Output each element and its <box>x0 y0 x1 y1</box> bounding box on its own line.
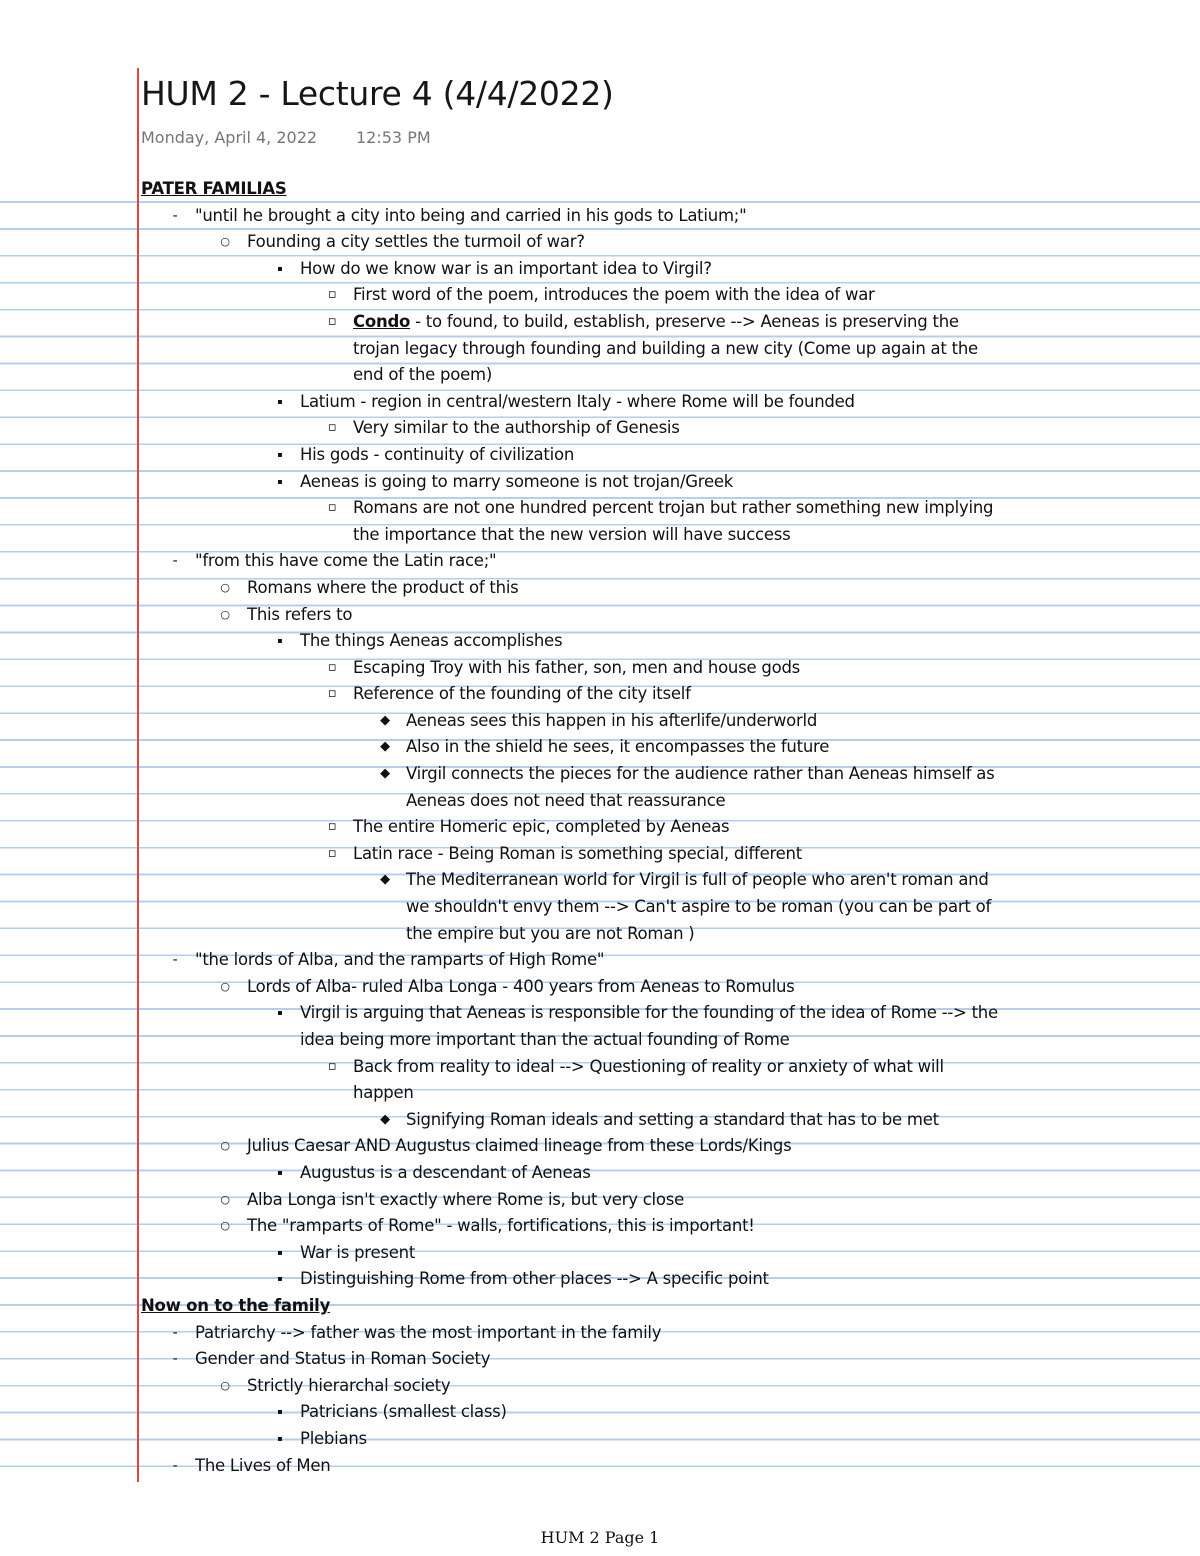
note-line[interactable] <box>0 415 1200 442</box>
note-line[interactable] <box>0 734 1200 761</box>
square-bullet-icon: ▪ <box>277 1008 283 1018</box>
note-line-text: Patriarchy --> father was the most important in the family <box>195 1322 662 1342</box>
note-line-text: Plebians <box>300 1428 367 1448</box>
note-line[interactable] <box>0 1187 1200 1214</box>
diamond-bullet-icon: ◆ <box>380 739 390 755</box>
note-line[interactable] <box>0 1107 1200 1134</box>
note-line[interactable] <box>0 814 1200 841</box>
note-line-text: Very similar to the authorship of Genesis <box>353 418 680 438</box>
note-line[interactable] <box>0 947 1200 974</box>
note-line[interactable] <box>0 282 1200 309</box>
square-bullet-icon: ▪ <box>277 1167 283 1177</box>
note-line[interactable] <box>0 708 1200 735</box>
note-line-text: Latium - region in central/western Italy - where Rome will be founded <box>300 391 855 411</box>
note-line-text: Alba Longa isn't exactly where Rome is, but very close <box>247 1189 684 1209</box>
circle-bullet-icon: ○ <box>220 580 230 594</box>
note-line[interactable] <box>0 1266 1200 1293</box>
square-bullet-icon: ▪ <box>277 636 283 646</box>
note-line-text: Signifying Roman ideals and setting a standard that has to be met <box>406 1109 939 1129</box>
note-line[interactable] <box>0 575 1200 602</box>
section-heading-text: PATER FAMILIAS <box>141 179 287 198</box>
dash-bullet-icon: - <box>172 553 178 570</box>
note-line-text: Strictly hierarchal society <box>247 1375 451 1395</box>
note-line[interactable] <box>0 974 1200 1001</box>
keyword: Condo <box>353 311 411 331</box>
diamond-bullet-icon: ◆ <box>380 766 390 782</box>
note-line[interactable] <box>0 1240 1200 1267</box>
note-line[interactable] <box>0 203 1200 230</box>
note-line-text: The Mediterranean world for Virgil is full of people who aren't roman and <box>406 870 989 890</box>
dash-bullet-icon: - <box>172 1324 178 1341</box>
hollow-square-bullet-icon: ▫ <box>327 686 337 702</box>
note-line-text: The Lives of Men <box>195 1455 331 1475</box>
note-line[interactable] <box>0 256 1200 283</box>
circle-bullet-icon: ○ <box>220 979 230 993</box>
section-heading[interactable] <box>0 176 1200 203</box>
square-bullet-icon: ▪ <box>277 396 283 406</box>
note-line-text: Virgil connects the pieces for the audience rather than Aeneas himself as <box>406 764 995 784</box>
square-bullet-icon: ▪ <box>277 1247 283 1257</box>
hollow-square-bullet-icon: ▫ <box>327 819 337 835</box>
note-line[interactable] <box>0 1373 1200 1400</box>
note-line-text <box>353 309 959 336</box>
note-line[interactable] <box>0 761 1200 788</box>
hollow-square-bullet-icon: ▫ <box>327 420 337 436</box>
note-line-text: Aeneas is going to marry someone is not trojan/Greek <box>300 471 734 491</box>
dash-bullet-icon: - <box>172 952 178 969</box>
square-bullet-icon: ▪ <box>277 476 283 486</box>
note-line-text: Romans where the product of this <box>247 577 519 597</box>
note-line-text: the empire but you are not Roman ) <box>406 923 695 943</box>
section-heading-text: Now on to the family <box>141 1295 331 1315</box>
hollow-square-bullet-icon: ▫ <box>327 287 337 303</box>
hollow-square-bullet-icon: ▫ <box>327 845 337 861</box>
square-bullet-icon: ▪ <box>277 1407 283 1417</box>
note-line-text: Founding a city settles the turmoil of war? <box>247 232 585 252</box>
note-line-text: Escaping Troy with his father, son, men and house gods <box>353 657 801 677</box>
note-line-text: Aeneas sees this happen in his afterlife/underworld <box>406 710 818 730</box>
note-line[interactable] <box>0 602 1200 629</box>
page-title[interactable]: HUM 2 - Lecture 4 (4/4/2022) <box>141 74 614 113</box>
hollow-square-bullet-icon: ▫ <box>327 500 337 516</box>
note-line-text: Julius Caesar AND Augustus claimed lineage from these Lords/Kings <box>247 1136 792 1156</box>
circle-bullet-icon: ○ <box>220 1219 230 1233</box>
note-line[interactable] <box>0 867 1200 894</box>
note-line[interactable] <box>0 1080 1200 1107</box>
note-line[interactable] <box>0 1453 1200 1480</box>
note-line-text: we shouldn't envy them --> Can't aspire to be roman (you can be part of <box>406 897 992 917</box>
hollow-square-bullet-icon: ▫ <box>327 313 337 329</box>
note-line[interactable] <box>0 229 1200 256</box>
note-line-text: Reference of the founding of the city itself <box>353 684 691 704</box>
note-line[interactable] <box>0 389 1200 416</box>
note-line[interactable] <box>0 1320 1200 1347</box>
note-line[interactable] <box>0 1399 1200 1426</box>
circle-bullet-icon: ○ <box>220 1378 230 1392</box>
note-line-text: Augustus is a descendant of Aeneas <box>300 1162 591 1182</box>
note-line[interactable] <box>0 788 1200 815</box>
dash-bullet-icon: - <box>172 207 178 224</box>
page-footer: HUM 2 Page 1 <box>540 1528 660 1547</box>
note-line-text: Latin race - Being Roman is something special, different <box>353 843 802 863</box>
note-line[interactable] <box>0 1000 1200 1027</box>
note-line-text: War is present <box>300 1242 416 1262</box>
note-line[interactable] <box>0 1054 1200 1081</box>
square-bullet-icon: ▪ <box>277 1274 283 1284</box>
note-line-text: Distinguishing Rome from other places --> A specific point <box>300 1269 769 1289</box>
note-line-text: The entire Homeric epic, completed by Aeneas <box>353 817 730 837</box>
note-line-text-rest: - to found, to build, establish, preserve --> Aeneas is preserving the <box>410 311 959 331</box>
diamond-bullet-icon: ◆ <box>380 712 390 728</box>
note-line[interactable] <box>0 495 1200 522</box>
note-line[interactable] <box>0 469 1200 496</box>
note-line[interactable] <box>0 681 1200 708</box>
note-line[interactable] <box>0 522 1200 549</box>
note-line[interactable] <box>0 548 1200 575</box>
note-line-text: "the lords of Alba, and the ramparts of High Rome" <box>195 950 605 970</box>
note-line[interactable] <box>0 1426 1200 1453</box>
note-line-text: His gods - continuity of civilization <box>300 444 575 464</box>
circle-bullet-icon: ○ <box>220 235 230 249</box>
note-body[interactable] <box>0 176 1200 1479</box>
note-line[interactable] <box>0 1213 1200 1240</box>
note-line[interactable] <box>0 1160 1200 1187</box>
note-line[interactable] <box>0 628 1200 655</box>
note-line-text: First word of the poem, introduces the poem with the idea of war <box>353 285 875 305</box>
diamond-bullet-icon: ◆ <box>380 1111 390 1127</box>
note-line[interactable] <box>0 1346 1200 1373</box>
note-line-text: How do we know war is an important idea to Virgil? <box>300 258 712 278</box>
note-line[interactable] <box>0 841 1200 868</box>
note-line-text: Also in the shield he sees, it encompasses the future <box>406 737 830 757</box>
section-heading[interactable] <box>0 1293 1200 1320</box>
note-line-text: trojan legacy through founding and building a new city (Come up again at the <box>353 338 978 358</box>
note-line-text: happen <box>353 1083 414 1103</box>
diamond-bullet-icon: ◆ <box>380 872 390 888</box>
dash-bullet-icon: - <box>172 1351 178 1368</box>
page-date: Monday, April 4, 2022 <box>141 128 318 147</box>
circle-bullet-icon: ○ <box>220 1139 230 1153</box>
note-line-text: the importance that the new version will have success <box>353 524 791 544</box>
note-line[interactable] <box>0 1133 1200 1160</box>
note-line-text: This refers to <box>247 604 353 624</box>
note-line-text: Lords of Alba- ruled Alba Longa - 400 years from Aeneas to Romulus <box>247 976 795 996</box>
note-line[interactable] <box>0 655 1200 682</box>
circle-bullet-icon: ○ <box>220 607 230 621</box>
note-line-text: Back from reality to ideal --> Questioning of reality or anxiety of what will <box>353 1056 944 1076</box>
square-bullet-icon: ▪ <box>277 263 283 273</box>
note-line-text: Patricians (smallest class) <box>300 1402 507 1422</box>
circle-bullet-icon: ○ <box>220 1192 230 1206</box>
note-line-text: The "ramparts of Rome" - walls, fortifications, this is important! <box>247 1216 755 1236</box>
note-line-text: Gender and Status in Roman Society <box>195 1349 491 1369</box>
square-bullet-icon: ▪ <box>277 1433 283 1443</box>
note-line-text: "from this have come the Latin race;" <box>195 551 497 571</box>
note-line-text: "until he brought a city into being and carried in his gods to Latium;" <box>195 205 747 225</box>
hollow-square-bullet-icon: ▫ <box>327 659 337 675</box>
note-line[interactable] <box>0 1027 1200 1054</box>
note-line-text: idea being more important than the actual founding of Rome <box>300 1030 790 1049</box>
note-line-text: The things Aeneas accomplishes <box>300 631 563 651</box>
dash-bullet-icon: - <box>172 1457 178 1474</box>
note-line-text: Virgil is arguing that Aeneas is responsible for the founding of the idea of Rome --> the <box>300 1003 998 1023</box>
page-time: 12:53 PM <box>356 128 431 147</box>
note-line-text: Aeneas does not need that reassurance <box>406 790 726 810</box>
note-line[interactable] <box>0 894 1200 921</box>
note-line[interactable] <box>0 362 1200 389</box>
note-line-text: Romans are not one hundred percent trojan but rather something new implying <box>353 498 994 518</box>
note-line[interactable] <box>0 309 1200 336</box>
hollow-square-bullet-icon: ▫ <box>327 1058 337 1074</box>
note-line[interactable] <box>0 442 1200 469</box>
note-line-text: end of the poem) <box>353 365 493 385</box>
square-bullet-icon: ▪ <box>277 449 283 459</box>
note-line[interactable] <box>0 336 1200 363</box>
note-line[interactable] <box>0 921 1200 948</box>
